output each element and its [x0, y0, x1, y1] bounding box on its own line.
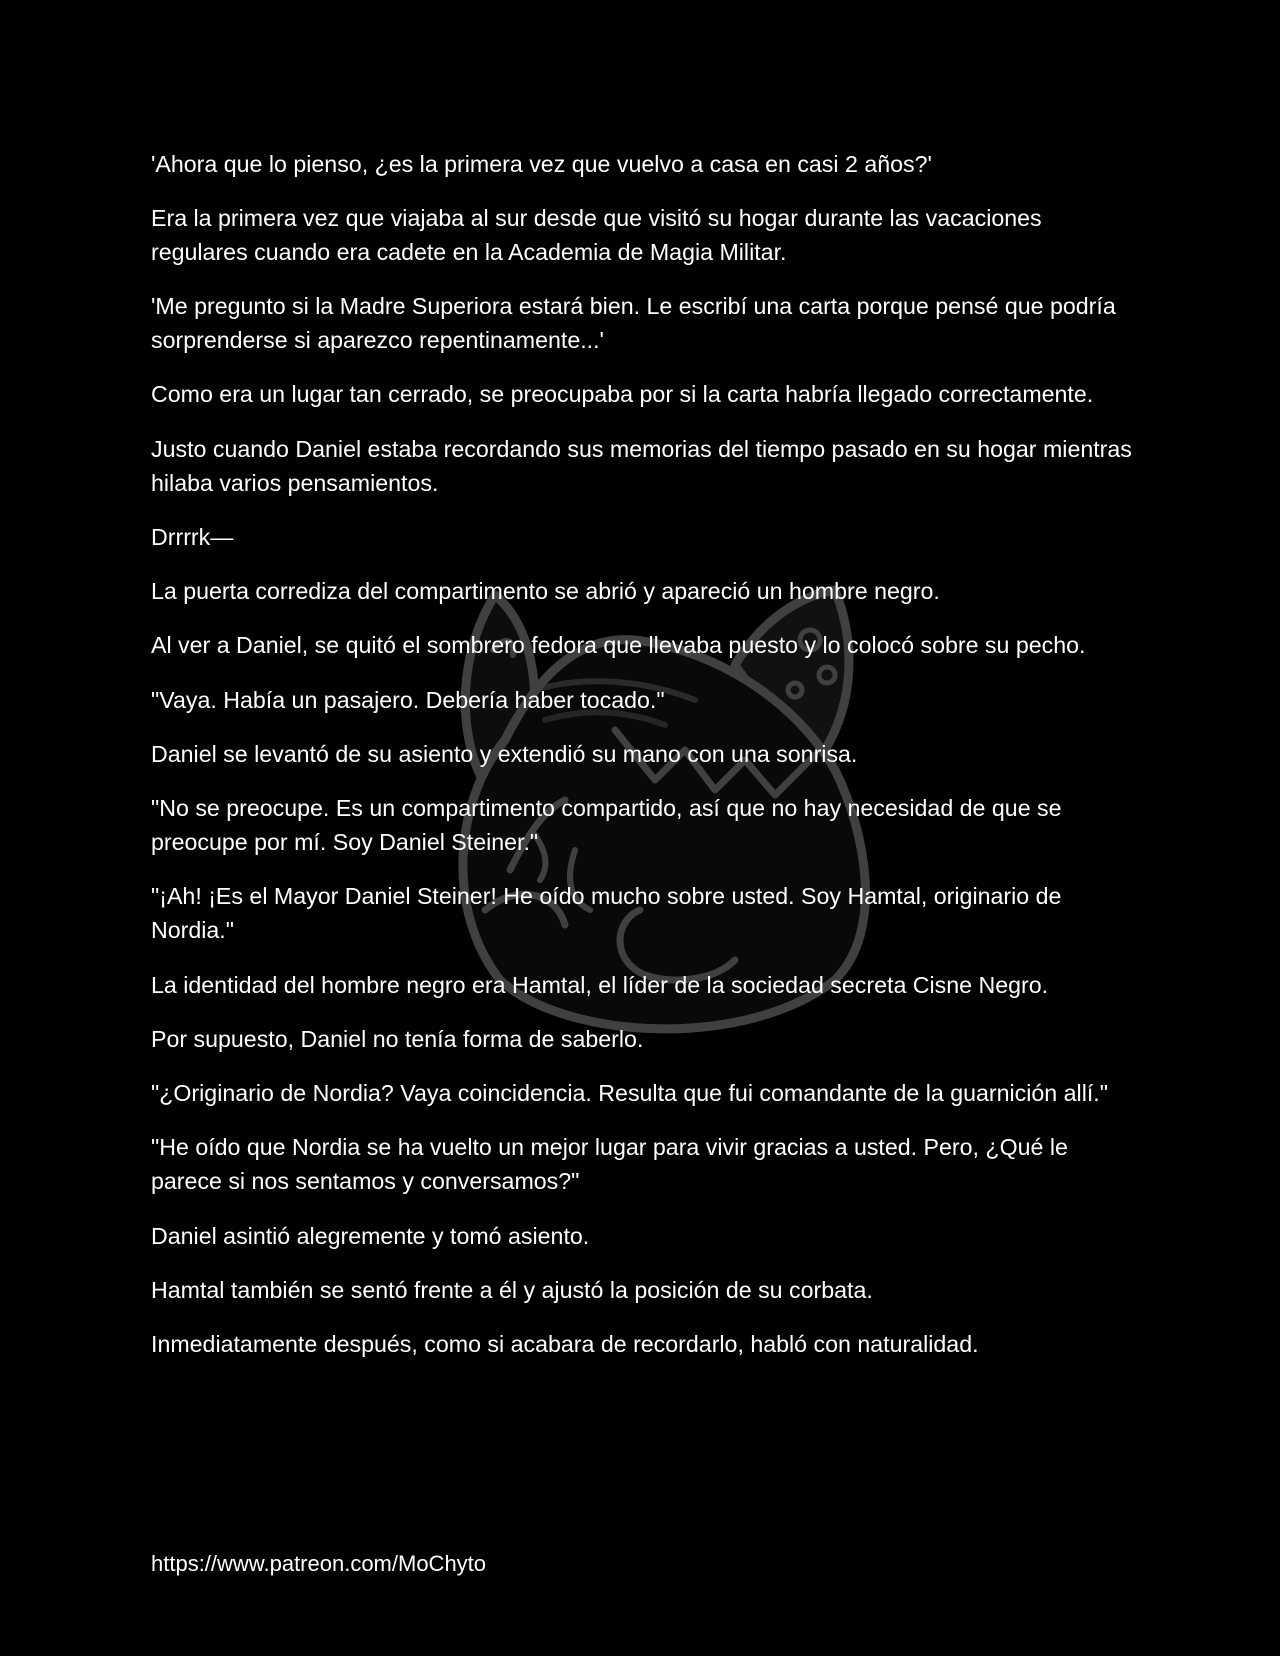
paragraph: 'Me pregunto si la Madre Superiora estará bien. Le escribí una carta porque pensé que podría sorprenderse si aparezco repentinamente...' [151, 293, 1116, 354]
paragraph: Justo cuando Daniel estaba recordando sus memorias del tiempo pasado en su hogar mientras hilaba varios pensamientos. [151, 435, 1132, 496]
paragraph: Como era un lugar tan cerrado, se preocupaba por si la carta habría llegado correctamente. [151, 381, 1094, 408]
patreon-link[interactable]: https://www.patreon.com/MoChyto [151, 1551, 487, 1576]
paragraph: "¡Ah! ¡Es el Mayor Daniel Steiner! He oído mucho sobre usted. Soy Hamtal, originario de Nordia." [151, 883, 1062, 944]
paragraph: Al ver a Daniel, se quitó el sombrero fedora que llevaba puesto y lo colocó sobre su pecho. [151, 632, 1086, 659]
paragraph: La identidad del hombre negro era Hamtal, el líder de la sociedad secreta Cisne Negro. [151, 971, 1049, 998]
paragraph: 'Ahora que lo pienso, ¿es la primera vez que vuelvo a casa en casi 2 años?' [151, 151, 932, 177]
paragraph: "¿Originario de Nordia? Vaya coincidencia. Resulta que fui comandante de la guarnición allí." [151, 1080, 1108, 1107]
paragraph: Daniel asintió alegremente y tomó asiento. [151, 1222, 590, 1249]
paragraph: "He oído que Nordia se ha vuelto un mejor lugar para vivir gracias a usted. Pero, ¿Qué le parece si nos sentamos y conversamos?" [151, 1134, 1068, 1195]
paragraph: Hamtal también se sentó frente a él y ajustó la posición de su corbata. [151, 1276, 873, 1303]
paragraph: "No se preocupe. Es un compartimento compartido, así que no hay necesidad de que se preocupe por mí. Soy Daniel Steiner." [151, 795, 1062, 856]
paragraph: Daniel se levantó de su asiento y extendió su mano con una sonrisa. [151, 741, 858, 768]
document-body [151, 148, 1136, 1382]
paragraph: Era la primera vez que viajaba al sur desde que visitó su hogar durante las vacaciones regulares cuando era cadete en la Academia de Magia Militar. [151, 205, 1042, 266]
paragraph: Drrrrk— [151, 523, 234, 550]
paragraph: "Vaya. Había un pasajero. Debería haber tocado." [151, 686, 665, 713]
paragraph: La puerta corrediza del compartimento se abrió y apareció un hombre negro. [151, 578, 940, 605]
paragraph: Inmediatamente después, como si acabara de recordarlo, habló con naturalidad. [151, 1331, 979, 1358]
paragraph: Por supuesto, Daniel no tenía forma de saberlo. [151, 1025, 644, 1052]
